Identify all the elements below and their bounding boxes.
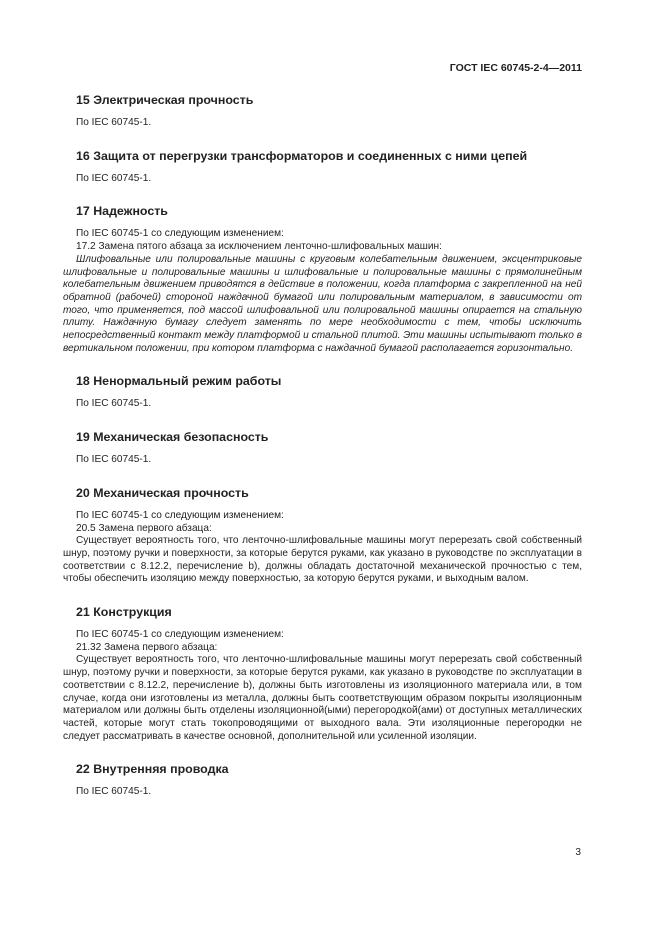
section-20 <box>63 485 582 586</box>
section-17 <box>63 204 582 355</box>
section-text: 17.2 Замена пятого абзаца за исключением ленточно-шлифовальных машин: <box>76 241 442 253</box>
section-text: По IEC 60745-1. <box>76 117 152 128</box>
page-number: 3 <box>575 847 581 858</box>
amended-paragraph: Существует вероятность того, что ленточно-шлифовальные машины могут перерезать свой собственный шнур, поэтому ручки и поверхности, за которые берутся руками, как указано в руководстве по эксплуатации в соответствии с 8.12.2, перечисление b), должны быть изготовлены из изоляционного материала или, в том случае, когда они изготовлены из металла, должны быть соответствующим образом покрыты изоляционным материалом или должны быть отделены изоляционной(ыми) перегородкой(ами) от доступных металлических частей, которые могут стать токопроводящими от выходного вала. Эти изоляционные перегородки не следует рассматривать в качестве основной, дополнительной или усиленной изоляции. <box>63 654 582 742</box>
section-text: По IEC 60745-1. <box>76 454 152 466</box>
section-21 <box>63 605 582 743</box>
section-heading: 15 Электрическая прочность <box>76 93 254 107</box>
section-heading: 19 Механическая безопасность <box>76 430 269 445</box>
section-heading: 21 Конструкция <box>76 605 172 620</box>
section-text: 21.32 Замена первого абзаца: <box>76 641 218 653</box>
section-15 <box>76 93 582 130</box>
amended-paragraph: Шлифовальные или полировальные машины с круговым колебательным движением, эксцентриковые шлифовальные и полировальные машины и шлифовальные и полировальные машины с прямолинейным колебательным движением приводятся в действие в положении, когда платформа с закрепленной на ней обратной (рабочей) стороной наждачной бумагой или полировальным материалом, в зависимости от того, что применяется, под массой шлифовальной или полировальной машины опирается на стальную плиту. Наждачную бумагу следует заменять по мере необходимости с тем, чтобы исключить непосредственный контакт между платформой и стальной плитой. Эти машины испытывают только в вертикальном положении, при котором платформа с наждачной бумагой располагается горизонтально. <box>63 253 582 354</box>
document-body <box>63 93 582 799</box>
section-text: По IEC 60745-1 со следующим изменением: <box>76 228 284 240</box>
amended-paragraph: Существует вероятность того, что ленточно-шлифовальные машины могут перерезать свой собственный шнур, поэтому ручки и поверхности, за которые берутся руками, как указано в руководстве по эксплуатации в соответствии с 8.12.2, перечисление b), должны обладать достаточной механической прочностью с тем, чтобы обеспечить изоляцию между поверхностью, за которую берутся руками, и выходным валом. <box>63 535 582 585</box>
section-19 <box>76 430 582 467</box>
section-text: По IEC 60745-1. <box>76 786 152 798</box>
section-18 <box>76 374 582 411</box>
section-heading: 17 Надежность <box>76 204 168 219</box>
section-heading: 20 Механическая прочность <box>76 485 249 500</box>
section-heading: 16 Защита от перегрузки трансформаторов и соединенных с ними цепей <box>76 148 528 163</box>
section-16 <box>76 149 582 186</box>
document-header: ГОСТ IEC 60745-2-4—2011 <box>449 62 582 74</box>
section-text: По IEC 60745-1 со следующим изменением: <box>76 509 284 521</box>
section-text: По IEC 60745-1. <box>76 398 152 410</box>
section-heading: 18 Ненормальный режим работы <box>76 374 282 389</box>
section-heading: 22 Внутренняя проводка <box>76 762 229 777</box>
section-text: По IEC 60745-1 со следующим изменением: <box>76 629 284 641</box>
section-text: По IEC 60745-1. <box>76 172 152 184</box>
section-22 <box>76 762 582 799</box>
section-text: 20.5 Замена первого абзаца: <box>76 522 212 534</box>
